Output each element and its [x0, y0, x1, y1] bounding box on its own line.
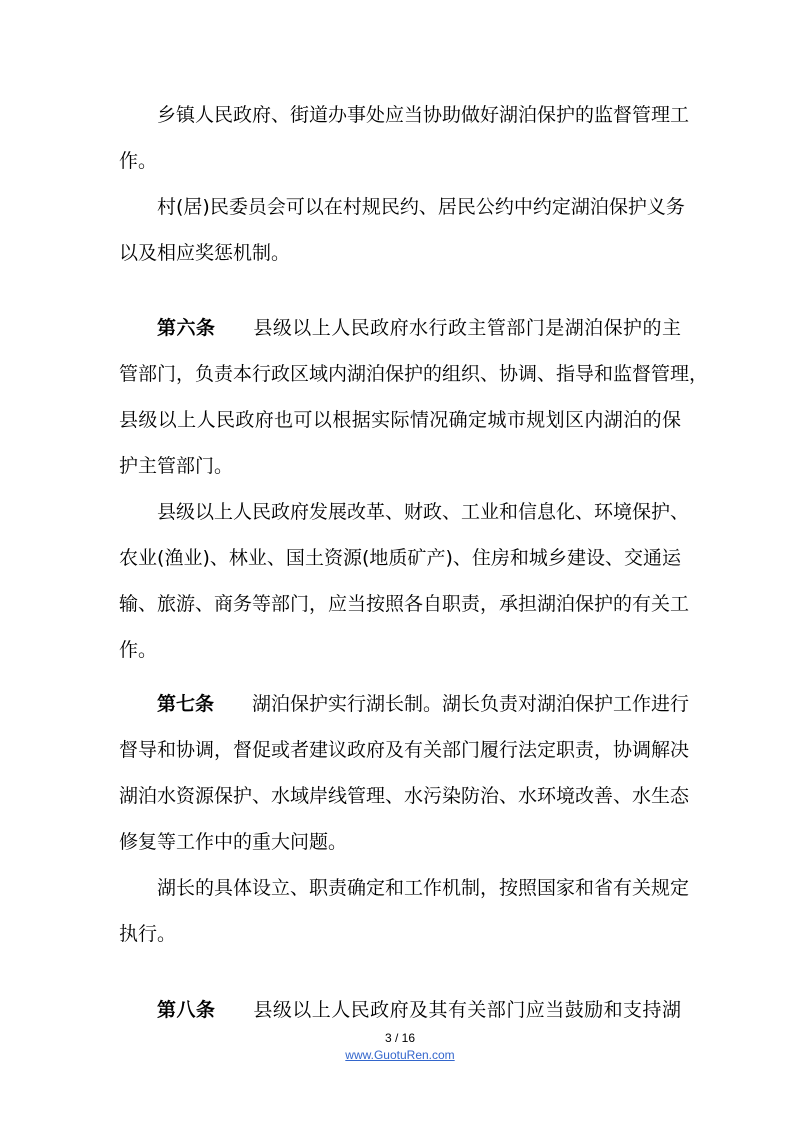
- article-7-line-2: 督导和协调，督促或者建议政府及有关部门履行法定职责，协调解决: [119, 739, 690, 761]
- article-7-text-1: 湖泊保护实行湖长制。湖长负责对湖泊保护工作进行: [252, 693, 690, 715]
- article-6-line-1: [157, 314, 681, 342]
- article-8-text-1: 县级以上人民政府及其有关部门应当鼓励和支持湖: [253, 999, 681, 1021]
- paragraph-1-line-1: 乡镇人民政府、街道办事处应当协助做好湖泊保护的监督管理工: [157, 104, 690, 126]
- footer-website: [0, 1047, 800, 1063]
- article-7-line-3: 湖泊水资源保护、水域岸线管理、水污染防治、水环境改善、水生态: [119, 785, 690, 807]
- article-7-line-1: [157, 690, 690, 718]
- article-6-text-1: 县级以上人民政府水行政主管部门是湖泊保护的主: [253, 317, 681, 339]
- paragraph-6-line-2: 执行。: [119, 923, 177, 945]
- paragraph-6-line-1: 湖长的具体设立、职责确定和工作机制，按照国家和省有关规定: [157, 877, 690, 899]
- article-8-line-1: [157, 996, 681, 1024]
- paragraph-2-line-2: 以及相应奖惩机制。: [119, 242, 291, 264]
- page-number: 3 / 16: [384, 1031, 416, 1045]
- article-6-line-2: 管部门，负责本行政区域内湖泊保护的组织、协调、指导和监督管理，: [119, 363, 709, 385]
- article-6-line-4: 护主管部门。: [119, 455, 234, 477]
- article-6-number: 第六条: [157, 317, 216, 339]
- paragraph-4-line-3: 输、旅游、商务等部门，应当按照各自职责，承担湖泊保护的有关工: [119, 593, 690, 615]
- paragraph-4-line-1: 县级以上人民政府发展改革、财政、工业和信息化、环境保护、: [157, 501, 690, 523]
- article-7-line-4: 修复等工作中的重大问题。: [119, 831, 348, 853]
- paragraph-2-line-1: 村(居)民委员会可以在村规民约、居民公约中约定湖泊保护义务: [157, 196, 685, 218]
- paragraph-4-line-4: 作。: [119, 639, 158, 661]
- paragraph-1-line-2: 作。: [119, 150, 158, 172]
- website-link[interactable]: www.GuotuRen.com: [345, 1048, 455, 1062]
- article-6-line-3: 县级以上人民政府也可以根据实际情况确定城市规划区内湖泊的保: [119, 409, 681, 431]
- article-7-number: 第七条: [157, 693, 215, 715]
- paragraph-4-line-2: 农业(渔业)、林业、国土资源(地质矿产)、住房和城乡建设、交通运: [119, 547, 681, 569]
- article-8-number: 第八条: [157, 999, 216, 1021]
